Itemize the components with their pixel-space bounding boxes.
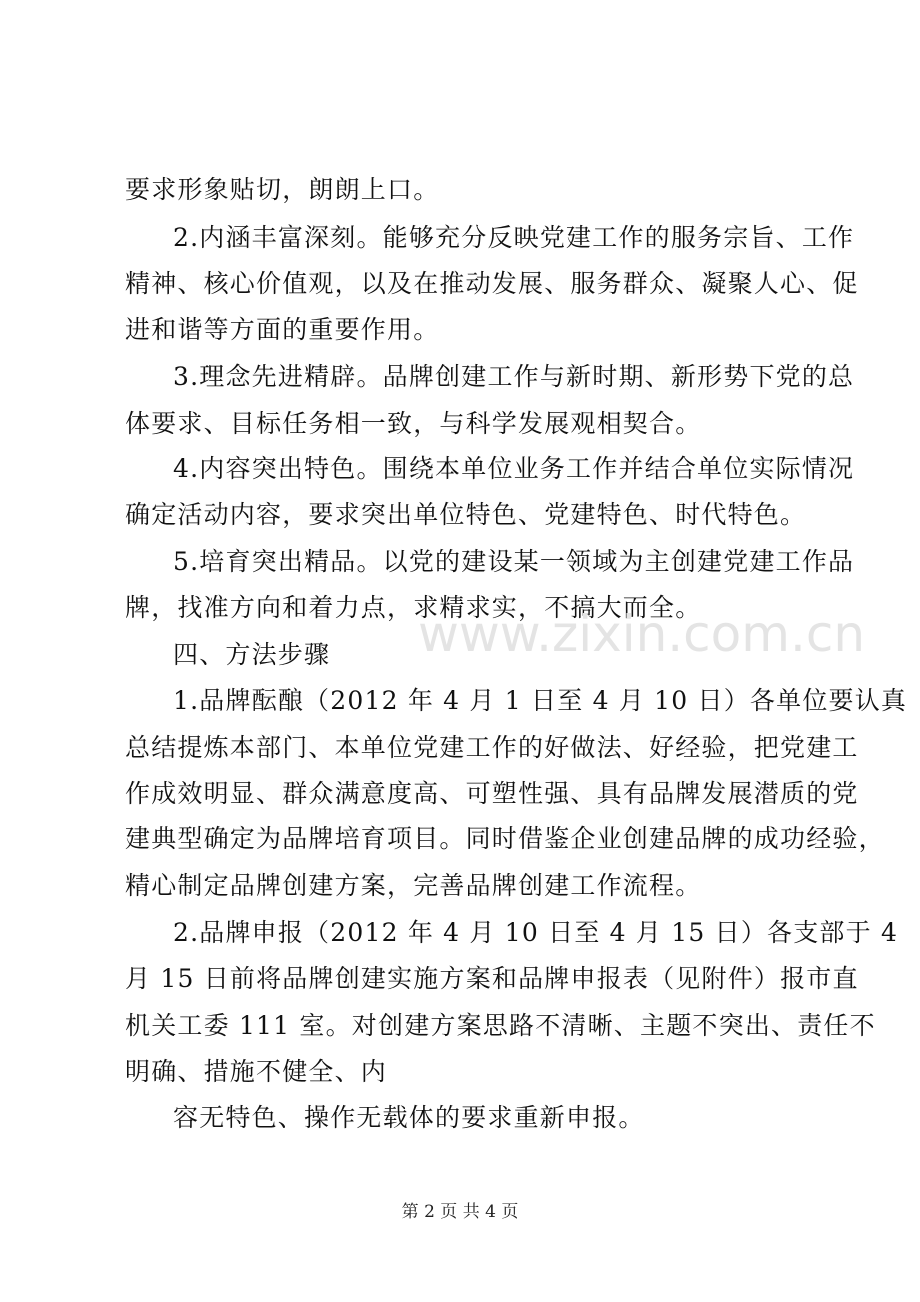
text-line: 要求形象贴切，朗朗上口。	[125, 175, 440, 204]
text-line: 4.内容突出特色。围绕本单位业务工作并结合单位实际情况	[173, 454, 855, 483]
text-line: 建典型确定为品牌培育项目。同时借鉴企业创建品牌的成功经验，	[125, 824, 885, 853]
text-line: 机关工委 111 室。对创建方案思路不清晰、主题不突出、责任不	[125, 1011, 876, 1040]
text-line: 体要求、目标任务相一致，与科学发展观相契合。	[125, 409, 702, 438]
text-line: 明确、措施不健全、内	[125, 1057, 388, 1086]
text-line: 进和谐等方面的重要作用。	[125, 315, 440, 344]
page-footer: 第 2 页 共 4 页	[401, 1202, 519, 1222]
text-line: 精神、核心价值观，以及在推动发展、服务群众、凝聚人心、促	[125, 269, 859, 298]
text-line: 1.品牌酝酿（2012 年 4 月 1 日至 4 月 10 日）各单位要认真	[173, 686, 908, 715]
text-line: 精心制定品牌创建方案，完善品牌创建工作流程。	[125, 871, 702, 900]
text-line: 总结提炼本部门、本单位党建工作的好做法、好经验，把党建工	[125, 733, 859, 762]
text-line: 确定活动内容，要求突出单位特色、党建特色、时代特色。	[125, 500, 807, 529]
text-line: 5.培育突出精品。以党的建设某一领域为主创建党建工作品	[173, 547, 855, 576]
text-line: 月 15 日前将品牌创建实施方案和品牌申报表（见附件）报市直	[125, 964, 859, 993]
text-line: 3.理念先进精辟。品牌创建工作与新时期、新形势下党的总	[173, 362, 855, 391]
watermark: www.zixin.com.cn	[418, 605, 866, 663]
text-line: 作成效明显、群众满意度高、可塑性强、具有品牌发展潜质的党	[125, 779, 859, 808]
text-line: 2.品牌申报（2012 年 4 月 10 日至 4 月 15 日）各支部于 4	[173, 918, 899, 947]
section-heading: 四、方法步骤	[173, 640, 331, 669]
text-line: 容无特色、操作无载体的要求重新申报。	[173, 1103, 645, 1132]
text-line: 牌，找准方向和着力点，求精求实，不搞大而全。	[125, 593, 702, 622]
text-line: 2.内涵丰富深刻。能够充分反映党建工作的服务宗旨、工作	[173, 223, 855, 252]
